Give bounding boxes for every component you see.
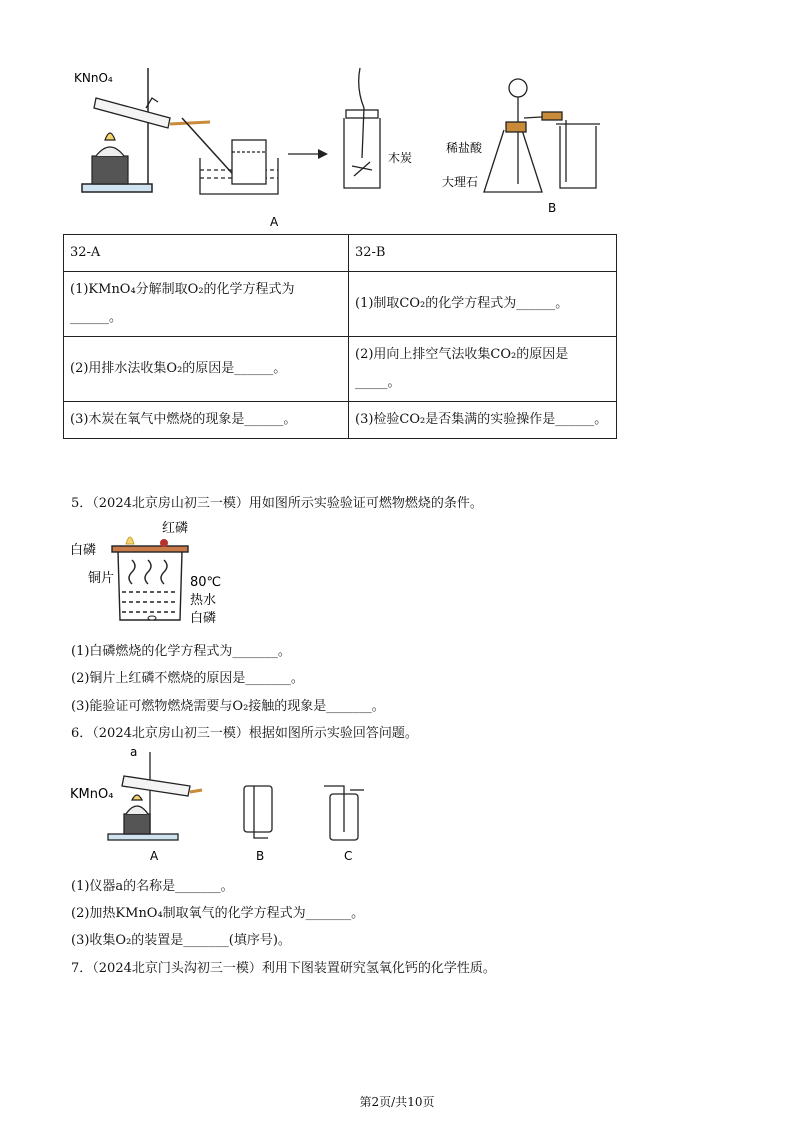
charcoal-label: 木炭 [388, 151, 413, 165]
question-6-item-3: (3)收集O₂的装置是_______(填序号)。 [71, 933, 291, 948]
question-5-item-1: (1)白磷燃烧的化学方程式为_______。 [71, 644, 291, 659]
label-white-p-bottom: 白磷 [190, 611, 217, 626]
steam-lines [129, 560, 167, 584]
marble-label: 大理石 [442, 175, 479, 189]
figure-q6-apparatus [68, 746, 388, 866]
label-apparatus-b: B [256, 849, 265, 863]
header-32b: 32-B [349, 235, 617, 272]
question-32-table [63, 234, 617, 439]
acid-label: 稀盐酸 [446, 141, 483, 155]
red-phosphorus [160, 539, 168, 547]
label-white-p-top: 白磷 [70, 543, 97, 558]
kmno4-label: KNnO₄ [74, 71, 113, 85]
copper-sheet [112, 546, 188, 552]
label-a-mark: a [130, 746, 138, 759]
cell-32b-3: (3)检验CO₂是否集满的实验操作是______。 [349, 402, 617, 439]
question-5-heading: 5．（2024北京房山初三一模）用如图所示实验验证可燃物燃烧的条件。 [71, 496, 483, 511]
label-hot-water: 热水 [190, 593, 217, 608]
apparatus-c [324, 786, 364, 840]
question-5-item-2: (2)铜片上红磷不燃烧的原因是_______。 [71, 671, 304, 686]
question-6-item-1: (1)仪器a的名称是_______。 [71, 879, 234, 894]
table-row [64, 402, 617, 439]
label-apparatus-a: A [150, 849, 159, 863]
question-5-item-3: (3)能验证可燃物燃烧需要与O₂接触的现象是_______。 [71, 699, 385, 714]
question-6-heading: 6．（2024北京房山初三一模）根据如图所示实验回答问题。 [71, 726, 418, 741]
figure-label-b: B [548, 201, 557, 215]
conical-flask [484, 79, 562, 192]
label-kmno4: KMnO₄ [70, 787, 114, 802]
test-tube-heating [94, 98, 210, 128]
figure-q5-combustion [70, 520, 240, 632]
white-phosphorus-flame [126, 537, 134, 544]
white-phosphorus-water [148, 616, 156, 620]
table-row [64, 272, 617, 337]
cell-32b-1: (1)制取CO₂的化学方程式为______。 [349, 272, 617, 337]
table-row [64, 337, 617, 402]
delivery-tube [182, 118, 240, 182]
water-trough [200, 140, 278, 194]
label-red-p: 红磷 [162, 521, 189, 536]
cell-32a-3: (3)木炭在氧气中燃烧的现象是______。 [64, 402, 349, 439]
question-6-item-2: (2)加热KMnO₄制取氧气的化学方程式为_______。 [71, 906, 365, 921]
apparatus-b [244, 786, 272, 838]
cell-32a-1: (1)KMnO₄分解制取O₂的化学方程式为______。 [64, 272, 349, 337]
alcohol-lamp [92, 133, 128, 184]
gas-jar-charcoal [344, 68, 380, 188]
label-temp: 80℃ [190, 575, 222, 590]
table-header-row [64, 235, 617, 272]
figure-label-a: A [270, 215, 279, 229]
question-7-heading: 7．（2024北京门头沟初三一模）利用下图装置研究氢氧化钙的化学性质。 [71, 961, 496, 976]
figure-32-apparatus [60, 58, 620, 230]
header-32a: 32-A [64, 235, 349, 272]
apparatus-a [108, 752, 202, 840]
cell-32b-2: (2)用向上排空气法收集CO₂的原因是_____。 [349, 337, 617, 402]
label-copper: 铜片 [88, 571, 115, 586]
label-apparatus-c: C [344, 849, 353, 863]
process-arrow [288, 149, 328, 159]
cell-32a-2: (2)用排水法收集O₂的原因是______。 [64, 337, 349, 402]
page-footer: 第2页/共10页 [359, 1095, 435, 1109]
gas-collecting-bottle [556, 120, 600, 188]
